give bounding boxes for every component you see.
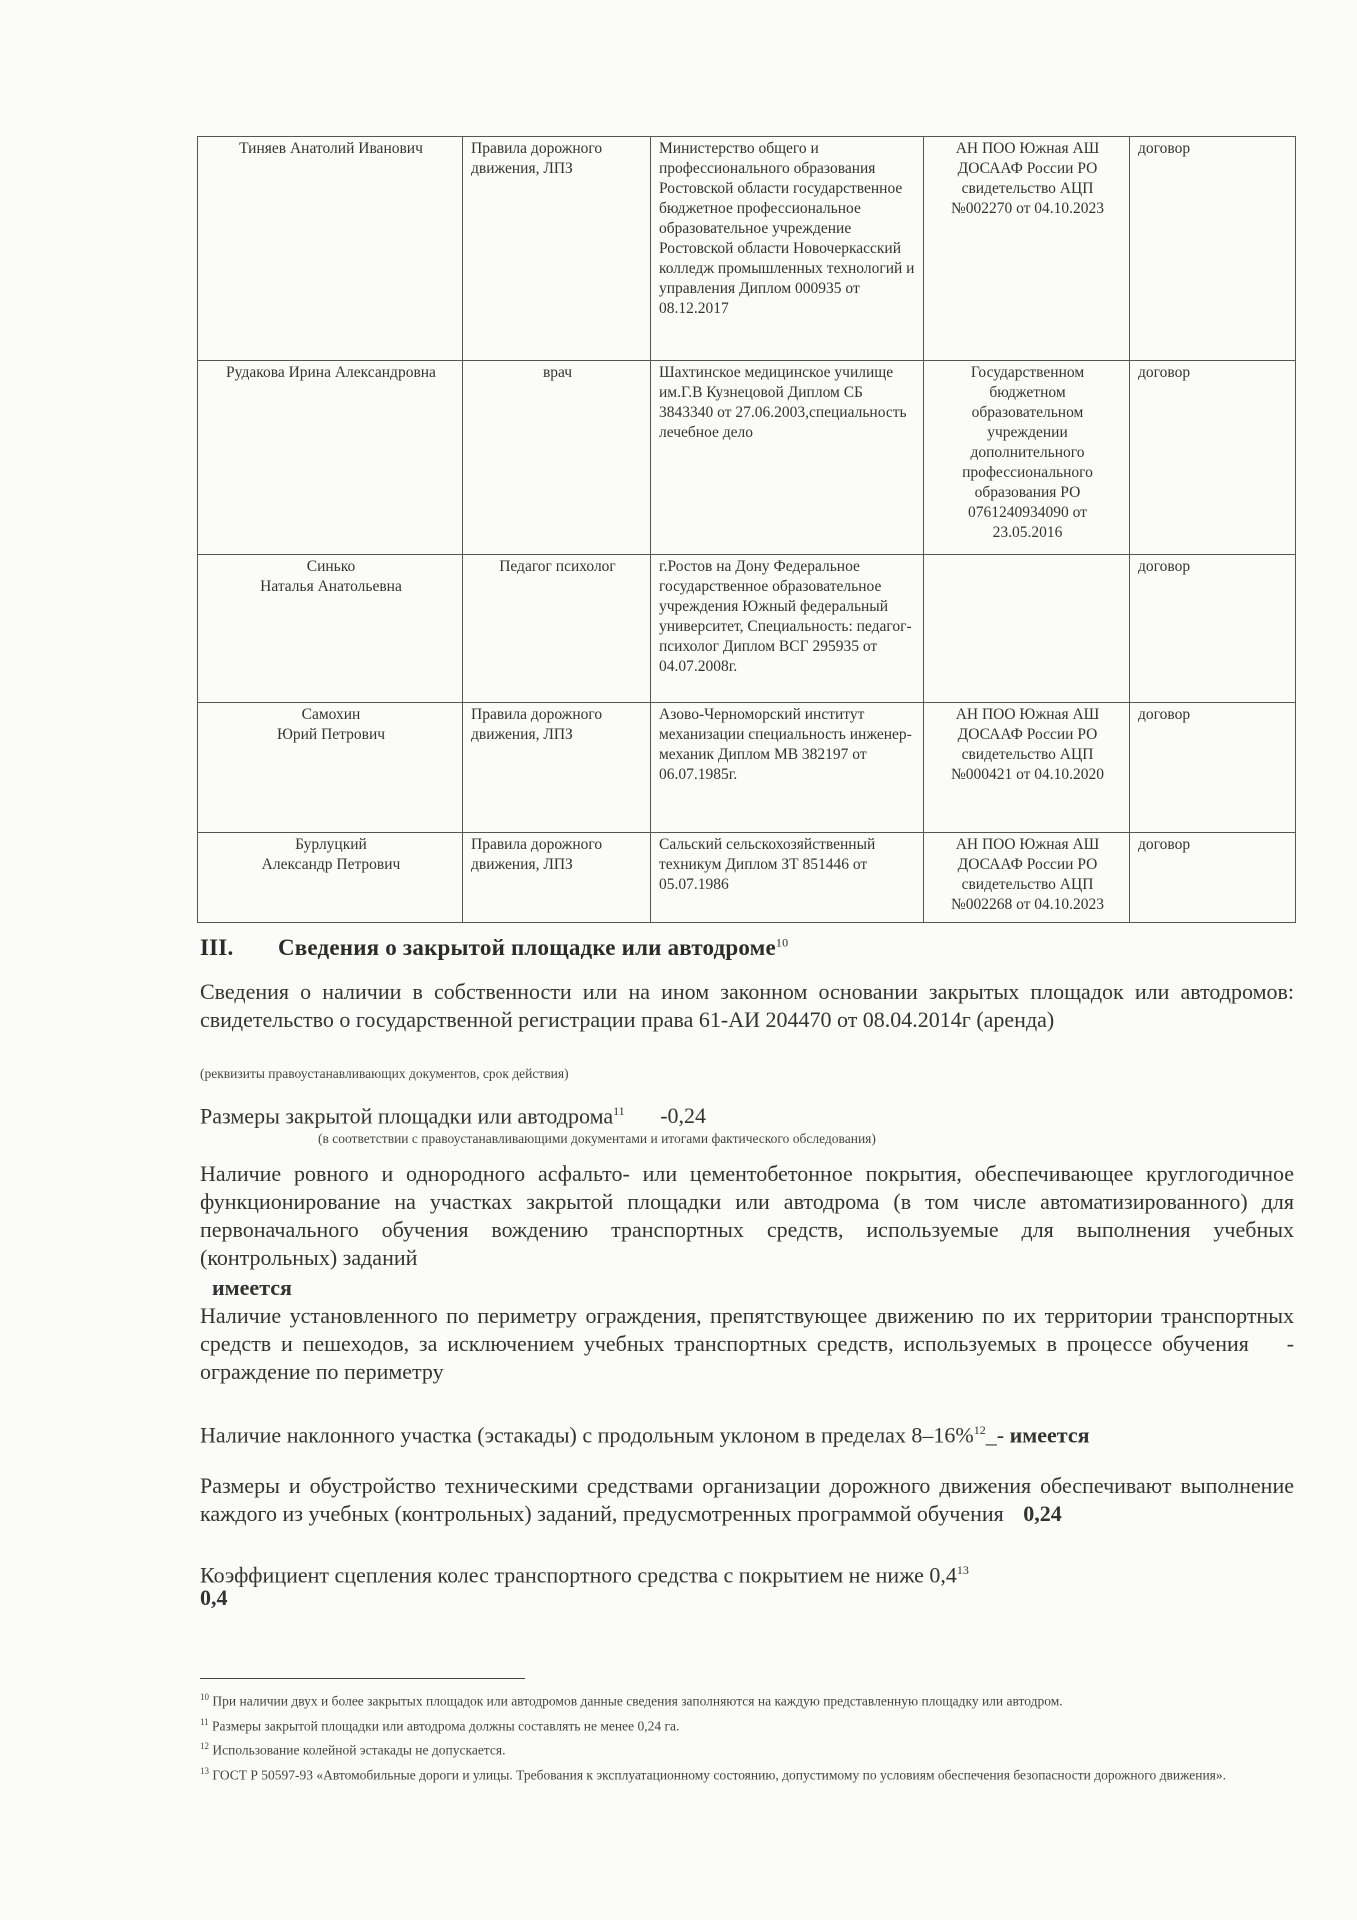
staff-surname: Самохин bbox=[301, 706, 361, 723]
staff-name bbox=[198, 833, 463, 923]
paragraph-friction bbox=[200, 1556, 1294, 1589]
staff-name bbox=[198, 555, 463, 703]
section-title: Сведения о закрытой площадке или автодроме bbox=[278, 935, 776, 960]
staff-given-names: Юрий Петрович bbox=[276, 726, 386, 743]
staff-surname: Синько bbox=[306, 558, 356, 575]
slope-label: Наличие наклонного участка (эстакады) с продольным уклоном в пределах 8–16% bbox=[200, 1422, 974, 1448]
area-size-value: -0,24 bbox=[660, 1103, 707, 1129]
footnote-number: 13 bbox=[200, 1765, 209, 1776]
surface-value: имеется bbox=[212, 1275, 292, 1300]
staff-certificate: АН ПОО Южная АШ ДОСААФ России РО свидетельство АЦП №002270 от 04.10.2023 bbox=[924, 137, 1130, 361]
staff-name: Тиняев Анатолий Иванович bbox=[198, 137, 463, 361]
footnote bbox=[200, 1737, 1294, 1760]
staff-subject: Правила дорожного движения, ЛПЗ bbox=[463, 137, 651, 361]
footnote bbox=[200, 1762, 1294, 1785]
table-row bbox=[198, 833, 1296, 923]
staff-certificate: АН ПОО Южная АШ ДОСААФ России РО свидетельство АЦП №000421 от 04.10.2020 bbox=[924, 703, 1130, 833]
footnote-text: Использование колейной эстакады не допускается. bbox=[212, 1742, 506, 1758]
equipment-value: 0,24 bbox=[1023, 1501, 1062, 1526]
footnote-text: ГОСТ Р 50597-93 «Автомобильные дороги и улицы. Требования к эксплуатационному состоянию, допустимому по условиям обеспечения безопасности дорожного движения». bbox=[212, 1767, 1227, 1782]
table-row bbox=[198, 361, 1296, 555]
footnote-ref: 13 bbox=[956, 1563, 969, 1577]
paragraph-surface: Наличие ровного и однородного асфальто- или цементобетонное покрытия, обеспечивающее круглогодичное функционирование на участках закрытой площадки или автодрома (в том числе автоматизированного) для первоначального обучения вождению транспортных средств, используемые для выполнения учебных (контрольных) заданий bbox=[200, 1161, 1294, 1270]
table-row bbox=[198, 137, 1296, 361]
footnote-number: 12 bbox=[200, 1741, 209, 1751]
staff-surname: Бурлуцкий bbox=[295, 836, 367, 853]
staff-basis: договор bbox=[1130, 361, 1296, 555]
footnote bbox=[200, 1688, 1294, 1711]
staff-given-names: Наталья Анатольевна bbox=[260, 578, 402, 595]
staff-name: Рудакова Ирина Александровна bbox=[198, 361, 463, 555]
footnote bbox=[200, 1713, 1294, 1736]
staff-table bbox=[197, 136, 1296, 923]
staff-basis: договор bbox=[1130, 555, 1296, 703]
staff-subject: Педагог психолог bbox=[463, 555, 651, 703]
slope-separator: _- bbox=[985, 1422, 1005, 1448]
section-heading bbox=[200, 935, 788, 961]
footnotes bbox=[200, 1688, 1294, 1786]
staff-name bbox=[198, 703, 463, 833]
table-row bbox=[198, 703, 1296, 833]
staff-basis: договор bbox=[1130, 833, 1296, 923]
footnote-text: При наличии двух и более закрытых площадок или автодромов данные сведения заполняются на каждую представленную площадку или автодром. bbox=[212, 1693, 1063, 1709]
footnote-text: Размеры закрытой площадки или автодрома должны составлять не менее 0,24 га. bbox=[212, 1718, 680, 1733]
paragraph-equipment bbox=[200, 1472, 1294, 1528]
staff-given-names: Александр Петрович bbox=[261, 856, 401, 873]
paragraph-ownership: Сведения о наличии в собственности или на ином законном основании закрытых площадок или автодромов: свидетельство о государственной регистрации права 61-АИ 204470 от 08.04.2014г (аренда) bbox=[200, 979, 1294, 1032]
paragraph-slope bbox=[200, 1416, 1294, 1449]
slope-value: имеется bbox=[1009, 1422, 1090, 1448]
staff-subject: врач bbox=[463, 361, 651, 555]
friction-label: Коэффициент сцепления колес транспортного средства с покрытием не ниже 0,4 bbox=[200, 1562, 957, 1588]
note-documents: (реквизиты правоустанавливающих документов, срок действия) bbox=[200, 1066, 569, 1081]
paragraph-area-size bbox=[200, 1097, 1294, 1130]
staff-certificate bbox=[924, 555, 1130, 703]
area-size-label: Размеры закрытой площадки или автодрома bbox=[200, 1103, 614, 1129]
footnote-ref: 11 bbox=[613, 1104, 625, 1118]
paragraph-fence bbox=[200, 1302, 1294, 1386]
staff-education: Сальский сельскохозяйственный техникум Диплом ЗТ 851446 от 05.07.1986 bbox=[651, 833, 924, 923]
staff-education: г.Ростов на Дону Федеральное государственное образовательное учреждения Южный федеральный университет, Специальность: педагог-психолог Диплом ВСГ 295935 от 04.07.2008г. bbox=[651, 555, 924, 703]
friction-value: 0,4 bbox=[200, 1585, 228, 1610]
staff-certificate: Государственном бюджетном образовательном учреждении дополнительного профессионального образования РО 0761240934090 от 23.05.2016 bbox=[924, 361, 1130, 555]
footnote-number: 11 bbox=[200, 1716, 209, 1727]
staff-education: Шахтинское медицинское училище им.Г.В Кузнецовой Диплом СБ 3843340 от 27.06.2003,специальность лечебное дело bbox=[651, 361, 924, 555]
fence-label: Наличие установленного по периметру ограждения, препятствующее движению по их территории транспортных средств и пешеходов, за исключением учебных транспортных средств, используемых в процессе обучения bbox=[200, 1303, 1294, 1356]
section-number: III. bbox=[200, 935, 234, 960]
staff-basis: договор bbox=[1130, 137, 1296, 361]
footnote-ref: 12 bbox=[973, 1423, 986, 1437]
equipment-label: Размеры и обустройство техническими средствами организации дорожного движения обеспечивают выполнение каждого из учебных (контрольных) заданий, предусмотренных программой обучения bbox=[200, 1473, 1294, 1526]
staff-basis: договор bbox=[1130, 703, 1296, 833]
footnote-number: 10 bbox=[200, 1692, 209, 1702]
footnote-ref: 10 bbox=[775, 935, 789, 950]
fence-value: - ограждение по периметру bbox=[200, 1331, 1295, 1384]
staff-subject: Правила дорожного движения, ЛПЗ bbox=[463, 833, 651, 923]
staff-education: Азово-Черноморский институт механизации специальность инженер-механик Диплом МВ 382197 от 06.07.1985г. bbox=[651, 703, 924, 833]
footnote-divider bbox=[200, 1678, 525, 1679]
staff-certificate: АН ПОО Южная АШ ДОСААФ России РО свидетельство АЦП №002268 от 04.10.2023 bbox=[924, 833, 1130, 923]
staff-education: Министерство общего и профессионального образования Ростовской области государственное бюджетное профессиональное образовательное учреждение Ростовской области Новочеркасский колледж промышленных технологий и управления Диплом 000935 от 08.12.2017 bbox=[651, 137, 924, 361]
staff-subject: Правила дорожного движения, ЛПЗ bbox=[463, 703, 651, 833]
note-area-size: (в соответствии с правоустанавливающими документами и итогами фактического обследования) bbox=[318, 1131, 876, 1146]
table-row bbox=[198, 555, 1296, 703]
